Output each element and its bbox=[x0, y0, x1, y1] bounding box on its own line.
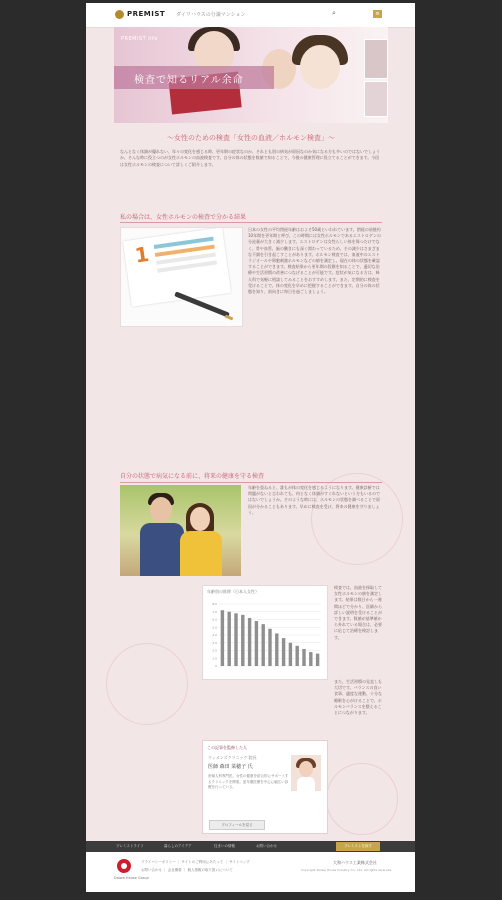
author-profile-card bbox=[202, 740, 328, 834]
chart-bar bbox=[282, 638, 285, 666]
footer-links[interactable]: プライバシーポリシー ｜ サイトのご利用にあたって ｜ サイトマップ bbox=[141, 860, 250, 864]
photo-man-head bbox=[150, 497, 172, 523]
hero-thumbnail bbox=[364, 39, 388, 79]
decorative-swirl bbox=[106, 643, 188, 725]
hero-photo-woman2-face bbox=[300, 45, 340, 89]
chart-tick-label: 0 bbox=[215, 664, 217, 669]
decorative-swirl bbox=[326, 763, 398, 835]
chart-bar bbox=[228, 612, 231, 666]
chart-title: 年齢別の推移（日本人女性） bbox=[207, 589, 259, 594]
chart-bar bbox=[316, 654, 319, 666]
couple-photo bbox=[120, 485, 241, 576]
article-paragraph: また、生活習慣の見直しも大切です。バランスの良い食事、適度な運動、十分な睡眠を心がけることで、ホルモンバランスを整えることにつながります。 bbox=[334, 679, 382, 716]
chart-bar bbox=[241, 615, 244, 666]
hero-label: PREMIST life bbox=[121, 36, 158, 42]
chart-bar bbox=[296, 646, 299, 666]
photo-woman-body bbox=[180, 531, 222, 576]
chart-tick-label: 3.0 bbox=[212, 640, 217, 645]
chart-tick-label: 4.0 bbox=[212, 633, 217, 638]
footer-nav-item[interactable]: プレミストライフ bbox=[116, 844, 144, 848]
article-intro: なんとなく体調が優れない、年々の変化を感じる時、更年期の症状なのか、それとも別の病気が原因なのか気になる方も多いのではないでしょうか。そんな時に役立つのが女性ホルモンの血液検査です。自分の体の状態を数値で知ることで、今後の健康管理に役立てることができます。今回は女性ホルモンの検査について詳しくご紹介します。 bbox=[120, 149, 380, 167]
photo-man-body bbox=[140, 523, 184, 576]
section-subheading: 私の場合は、女性ホルモンの検査で分かる結果 bbox=[120, 214, 247, 221]
search-icon[interactable]: ⌕ bbox=[332, 9, 336, 17]
group-name: Daiwa House Group bbox=[114, 876, 149, 880]
footer-links[interactable]: お問い合わせ ｜ 会社概要 ｜ 個人情報の取り扱いについて bbox=[141, 868, 233, 872]
brand-tagline: ダイワハウスの分譲マンション bbox=[176, 12, 246, 18]
chart-bar bbox=[289, 643, 292, 666]
chart-tick-label: 7.0 bbox=[212, 609, 217, 614]
brand-logo-text[interactable]: PREMIST bbox=[127, 10, 166, 18]
chart-tick-label: 5.0 bbox=[212, 625, 217, 630]
profile-photo bbox=[291, 755, 321, 791]
profile-name: 医師 森田 菜穂子 氏 bbox=[208, 764, 253, 770]
copyright: Copyright Daiwa House Industry Co., Ltd. All rights reserved. bbox=[301, 868, 393, 872]
company-name: 大和ハウス工業株式会社 bbox=[333, 860, 377, 865]
chart-tick-label: 6.0 bbox=[212, 617, 217, 622]
section-divider bbox=[120, 222, 382, 223]
hero-title: 検査で知るリアル余命 bbox=[134, 75, 244, 86]
chart-bar bbox=[234, 613, 237, 666]
bar-chart bbox=[202, 585, 328, 680]
hero-banner bbox=[114, 27, 388, 123]
article-paragraph: 年齢を重ねると、誰もが体の変化を感じるようになります。健康診断では問題がないと言われても、何となく体調がすぐれないという方もいるのではないでしょうか。そのような時には、ホルモンの状態を調べることで原因が分かることもあります。早めに検査を受け、将来の健康を守りましょう。 bbox=[248, 485, 380, 515]
chart-bar bbox=[302, 649, 305, 666]
site-footer bbox=[86, 852, 415, 892]
site-header bbox=[86, 3, 415, 28]
profile-bio: 産婦人科専門医。女性の健康を総合的にサポートするクリニックを開業。更年期医療を中心に幅広い診療を行っている。 bbox=[208, 774, 289, 789]
article-paragraph: 検査では、血液を採取して女性ホルモンの値を測定します。結果は数日から一週間ほどで分かり、医師から詳しい説明を受けることができます。数値が基準値から外れている場合は、必要に応じて治療を検討します。 bbox=[334, 585, 382, 640]
chart-bar bbox=[268, 629, 271, 666]
profile-heading: この記事を監修した人 bbox=[207, 745, 247, 750]
chart-bar bbox=[221, 610, 224, 666]
chart-bar bbox=[275, 633, 278, 666]
pen-tip bbox=[225, 315, 234, 321]
footer-nav bbox=[86, 841, 415, 852]
photo-woman-head bbox=[190, 507, 210, 531]
article-heading: ～女性のための検査「女性の血液／ホルモン検査」～ bbox=[167, 134, 335, 142]
profile-photo-face bbox=[299, 761, 313, 777]
footer-nav-item[interactable]: 住まいの情報 bbox=[214, 844, 235, 848]
menu-button[interactable]: ≡ bbox=[373, 10, 382, 18]
profile-organization: ウィメンズクリニック 院長 bbox=[208, 755, 257, 760]
chart-bar bbox=[262, 624, 265, 666]
profile-more-button[interactable]: プロフィールを見る bbox=[209, 820, 265, 830]
section-divider bbox=[120, 482, 382, 483]
article-paragraph: 日本の女性の平均閉経年齢はおよそ50歳といわれています。閉経の前後約10年間を更年期と呼び、この時期には女性ホルモンであるエストロゲンの分泌量が大きく減少します。エストロゲンは女性らしい体を保つだけでなく、骨や血管、脳の働きにも深く関わっているため、その減少はさまざまな不調を引き起こすことがあります。ホルモン検査では、血液中のエストラジオールや卵胞刺激ホルモンなどの値を測定し、現在の体の状態を確認することができます。検査結果から更年期の段階を知ることで、適切な治療や生活習慣の改善につなげることが可能です。症状が気になる方は、婦人科で気軽に相談してみることをおすすめします。また、定期的に検査を受けることで、体の変化を早めに把握することができます。自分の体の状態を知り、前向きに毎日を過ごしましょう。 bbox=[248, 227, 381, 295]
chart-plot bbox=[203, 586, 327, 679]
chart-bar bbox=[309, 652, 312, 666]
group-logo-inner bbox=[121, 863, 127, 869]
calendar-number: 1 bbox=[133, 241, 151, 268]
page-container bbox=[86, 3, 415, 892]
chart-tick-label: 8.0 bbox=[212, 602, 217, 607]
hero-thumbnail bbox=[364, 81, 388, 117]
chart-bar bbox=[255, 621, 258, 666]
profile-photo-body bbox=[297, 777, 315, 791]
section-subheading: 自分の状態で病気になる前に、将来の健康を守る検査 bbox=[120, 473, 265, 480]
chart-bar bbox=[248, 618, 251, 666]
chart-tick-label: 2.0 bbox=[212, 648, 217, 653]
footer-cta-button[interactable]: プレミストを探す bbox=[336, 842, 380, 851]
chart-tick-label: 1.0 bbox=[212, 656, 217, 661]
brand-logo-icon[interactable] bbox=[115, 10, 124, 19]
calendar-photo bbox=[120, 227, 243, 327]
footer-nav-item[interactable]: お問い合わせ bbox=[256, 844, 277, 848]
footer-nav-item[interactable]: 暮らしのアイデア bbox=[164, 844, 192, 848]
